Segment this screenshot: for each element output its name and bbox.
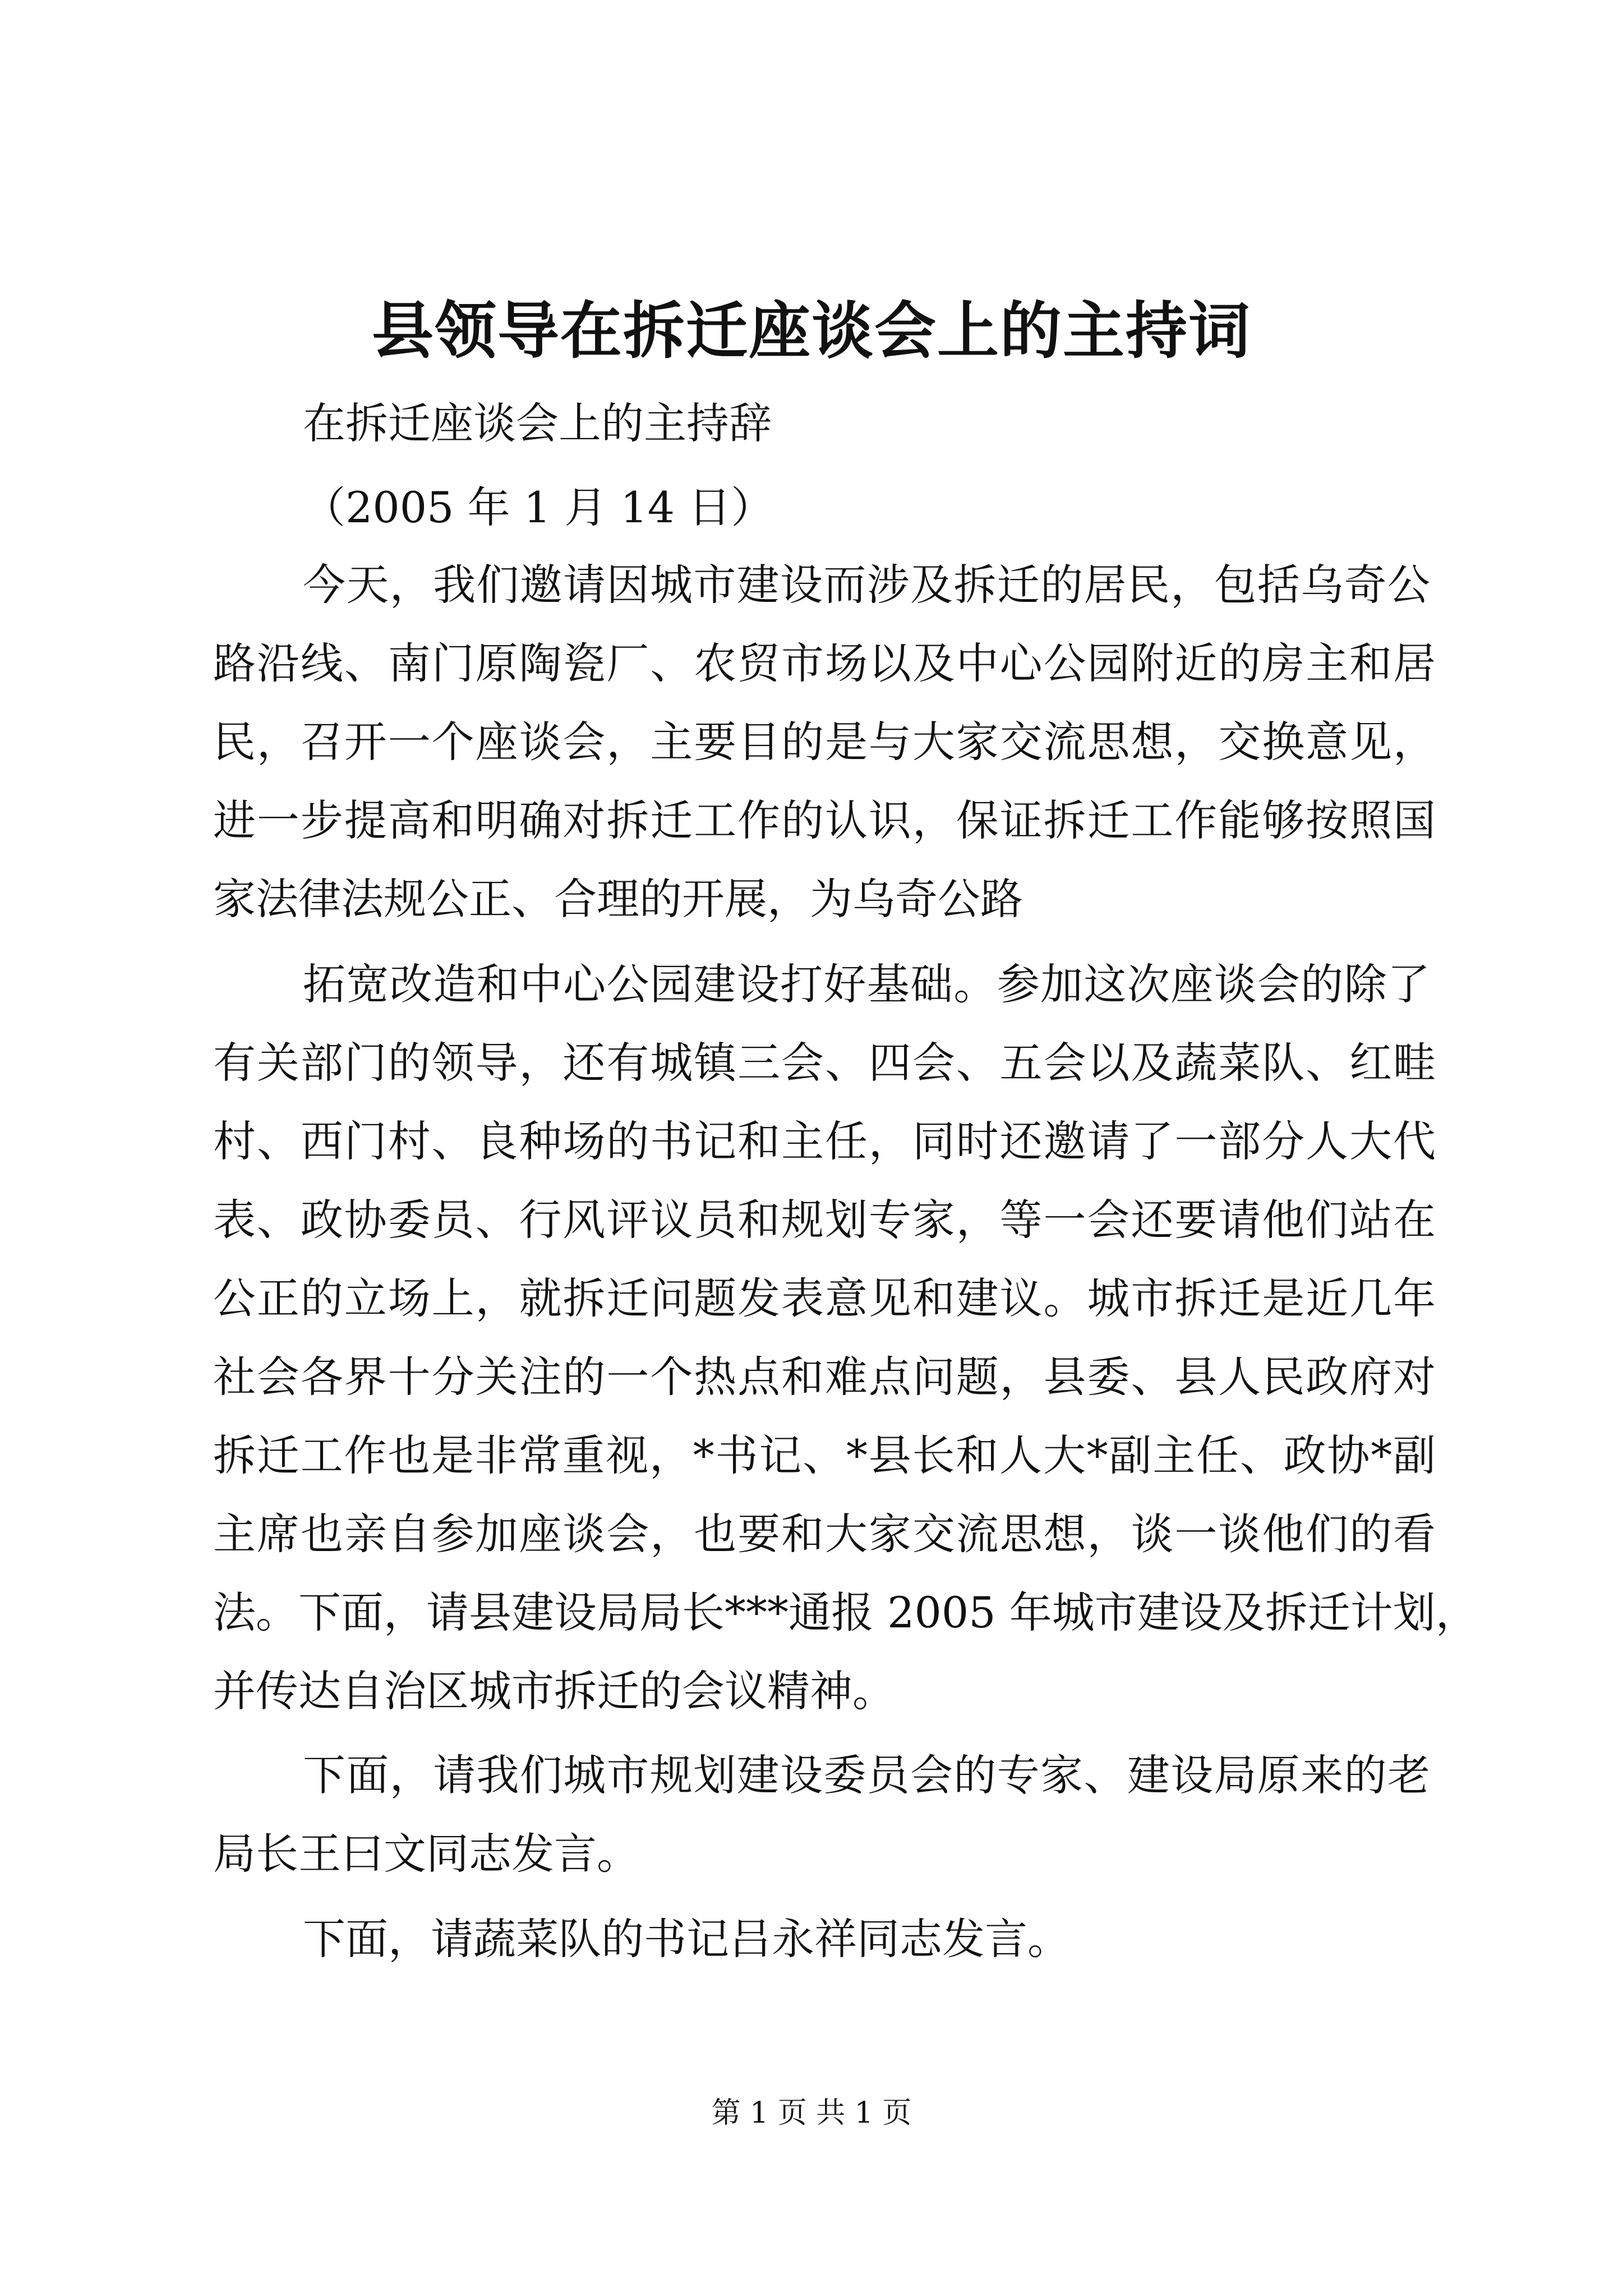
- paragraph-2-line-1: 拓宽改造和中心公园建设打好基础。参加这次座谈会的除了: [303, 959, 1430, 1009]
- paragraph-2-line-8: 主席也亲自参加座谈会，也要和大家交流思想，谈一谈他们的看: [213, 1509, 1436, 1559]
- paragraph-2-line-9: 法。下面，请县建设局局长***通报 2005 年城市建设及拆迁计划，: [213, 1588, 1478, 1637]
- paragraph-2-line-7: 拆迁工作也是非常重视，*书记、*县长和人大*副主任、政协*副: [213, 1430, 1436, 1480]
- document-subtitle: 在拆迁座谈会上的主持辞: [303, 398, 772, 448]
- paragraph-3-line-2: 局长王曰文同志发言。: [213, 1829, 639, 1879]
- paragraph-2-line-2: 有关部门的领导，还有城镇三会、四会、五会以及蔬菜队、红畦: [213, 1038, 1436, 1088]
- paragraph-1-line-2: 路沿线、南门原陶瓷厂、农贸市场以及中心公园附近的房主和居: [213, 638, 1436, 688]
- document-date: （2005 年 1 月 14 日）: [303, 482, 774, 532]
- paragraph-1-line-1: 今天，我们邀请因城市建设而涉及拆迁的居民，包括乌奇公: [303, 560, 1430, 610]
- paragraph-2-line-10: 并传达自治区城市拆迁的会议精神。: [213, 1666, 895, 1716]
- document-title: 县领导在拆迁座谈会上的主持词: [372, 295, 1251, 367]
- paragraph-1-line-5: 家法律法规公正、合理的开展，为乌奇公路: [213, 874, 1023, 924]
- paragraph-2-line-5: 公正的立场上，就拆迁问题发表意见和建议。城市拆迁是近几年: [213, 1273, 1436, 1323]
- paragraph-2-line-6: 社会各界十分关注的一个热点和难点问题，县委、县人民政府对: [213, 1352, 1436, 1402]
- paragraph-2-line-4: 表、政协委员、行风评议员和规划专家，等一会还要请他们站在: [213, 1195, 1436, 1245]
- paragraph-2-line-3: 村、西门村、良种场的书记和主任，同时还邀请了一部分人大代: [213, 1116, 1436, 1166]
- page-footer: 第 1 页 共 1 页: [711, 2096, 912, 2130]
- paragraph-4-line-1: 下面，请蔬菜队的书记吕永祥同志发言。: [303, 1914, 1070, 1964]
- paragraph-3-line-1: 下面，请我们城市规划建设委员会的专家、建设局原来的老: [303, 1750, 1430, 1800]
- paragraph-1-line-4: 进一步提高和明确对拆迁工作的认识，保证拆迁工作能够按照国: [213, 795, 1436, 845]
- paragraph-1-line-3: 民，召开一个座谈会，主要目的是与大家交流思想，交换意见，: [213, 717, 1436, 767]
